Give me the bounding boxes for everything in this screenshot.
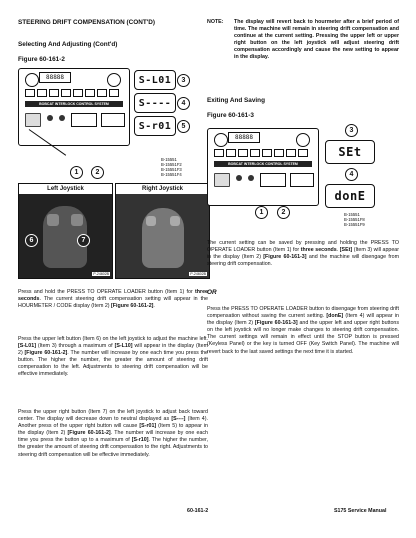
figure-label: Figure 60-161-2 [18,56,65,63]
note-block [207,19,399,62]
leader-line [29,129,66,156]
panel-switch[interactable] [101,113,125,127]
panel-key-switch[interactable] [260,173,286,187]
callout-2: 2 [91,166,104,179]
callout-1: 1 [70,166,83,179]
right-joystick-label: Right Joystick [116,184,209,195]
paragraph-adjust-left: Press the upper left button (Item 6) on the left joystick to adjust the machine left. [S-L01] (Item 3) through a maximum of [S-L10] will appear in the display (Item 2) [Figure 60-161-2]. The number will increase by one each time you press the button. The higher the number, the greater the amount of steering drift compensation to the left. Adjustments to steering drift compensation will be effective immediately. [18,336,209,378]
callout-4: 4 [345,168,358,181]
callout-5: 5 [177,120,190,133]
callout-4: 4 [177,97,190,110]
photo-code: P-24602B [93,272,109,276]
left-joystick-label: Left Joystick [19,184,112,195]
callout-2: 2 [277,206,290,219]
hourmeter-display: 88888 [39,72,71,83]
display-done: donE [325,184,375,208]
page-number: 60-161-2 [187,508,209,514]
instrument-panel [207,128,319,206]
panel-key-switch[interactable] [71,113,97,127]
instrument-panel [18,68,130,146]
indicator-light-icon [59,115,65,121]
indicator-row [214,149,312,157]
gauge-icon [107,73,121,87]
display-s-r01: S-r01 [134,116,176,136]
indicator-light-icon [236,175,242,181]
upper-right-button[interactable] [170,216,180,226]
manual-title: S175 Service Manual [334,508,387,514]
indicator-light-icon [248,175,254,181]
display-set: SEt [325,140,375,164]
paragraph-disengage: Press the PRESS TO OPERATE LOADER button to disengage from steering drift compensation without saving the current setting. [donE] (Item 4) will appear in the display (Item 2) [Figure 60-161-3] and the upper left and upper right buttons on the left joystick will no longer make changes to steering drift compensation. The current settings will remain in effect until the STOP button is pressed (Keyless Panel) or the key is turned OFF (Key Switch Panel). The machine will revert back to the last saved settings the next time it is started. [207,306,400,355]
figure-codes: B-15551 B-15551F8 B-15551F9 [344,212,365,227]
hourmeter-display: 88888 [228,132,260,143]
press-to-operate-loader-button[interactable] [214,173,230,187]
paragraph-adjust-right: Press the upper right button (Item 7) on the left joystick to adjust back toward center. The display will decrease down to neutral displayed as [S----] (Item 4). Another press of the upper right button will cause [S-r01] (Item 5) to appear in the display (Item 2) [Figure 60-161-2]. The number will increase by one each time you press the button up to a maximum of [S-r10]. The higher the number, the greater the amount of steering drift compensation to the right. Adjustments to steering drift compensation will be effective immediately. [18,409,208,458]
interlock-banner: BOBCAT INTERLOCK CONTROL SYSTEM [214,161,312,167]
figure-60-161-3-panel [207,122,399,234]
panel-switch[interactable] [290,173,314,187]
note-text: The display will revert back to hourmeter after a brief period of time. The machine will remain in steering drift compensation and continue at the current setting. Pressing the upper left or upper right button on the left joystick will adjust steering drift compensation accordingly and cause the new setting to appear in the display. [234,19,399,61]
left-joystick-figure [18,183,113,279]
figure-60-161-2-panel [18,66,208,186]
subsection-heading: Selecting And Adjusting (Cont'd) [18,41,118,48]
right-joystick-figure [115,183,210,279]
paragraph-press-and-hold: Press and hold the PRESS TO OPERATE LOADER button (Item 1) for three seconds. The current steering drift compensation setting will appear in the HOURMETER / CODE display (Item 2) [Figure 60-161-2]. [18,289,208,310]
or-label: OR [207,289,217,296]
callout-3: 3 [345,124,358,137]
indicator-light-icon [47,115,53,121]
gauge-icon [25,73,39,87]
callout-3: 3 [177,74,190,87]
figure-label: Figure 60-161-3 [207,112,254,119]
interlock-banner: BOBCAT INTERLOCK CONTROL SYSTEM [25,101,123,107]
upper-right-button[interactable] [71,214,83,226]
gauge-icon [296,133,310,147]
left-joystick-photo [19,194,112,278]
upper-left-button[interactable] [47,214,59,226]
display-s-l01: S-L01 [134,70,176,90]
subsection-heading: Exiting And Saving [207,97,265,104]
section-heading: STEERING DRIFT COMPENSATION (CONT'D) [18,19,156,26]
callout-7: 7 [77,234,90,247]
press-to-operate-loader-button[interactable] [25,113,41,127]
photo-code: P-24602B [190,272,206,276]
upper-left-button[interactable] [146,216,156,226]
figure-codes: B-15551 B-15551F2 B-15551F3 B-15551F4 [161,157,182,177]
gauge-icon [214,133,228,147]
callout-1: 1 [255,206,268,219]
paragraph-save-setting: The current setting can be saved by pressing and holding the PRESS TO OPERATE LOADER button (Item 1) for three seconds. [SEt] (Item 3) will appear in the display (Item 2) [Figure 60-161-3] and the machine will disengage from steering drift compensation. [207,240,400,268]
callout-6: 6 [25,234,38,247]
right-joystick-photo [116,194,209,278]
display-s-neutral: S---- [134,93,176,113]
note-label: NOTE: [207,19,224,25]
indicator-row [25,89,123,97]
